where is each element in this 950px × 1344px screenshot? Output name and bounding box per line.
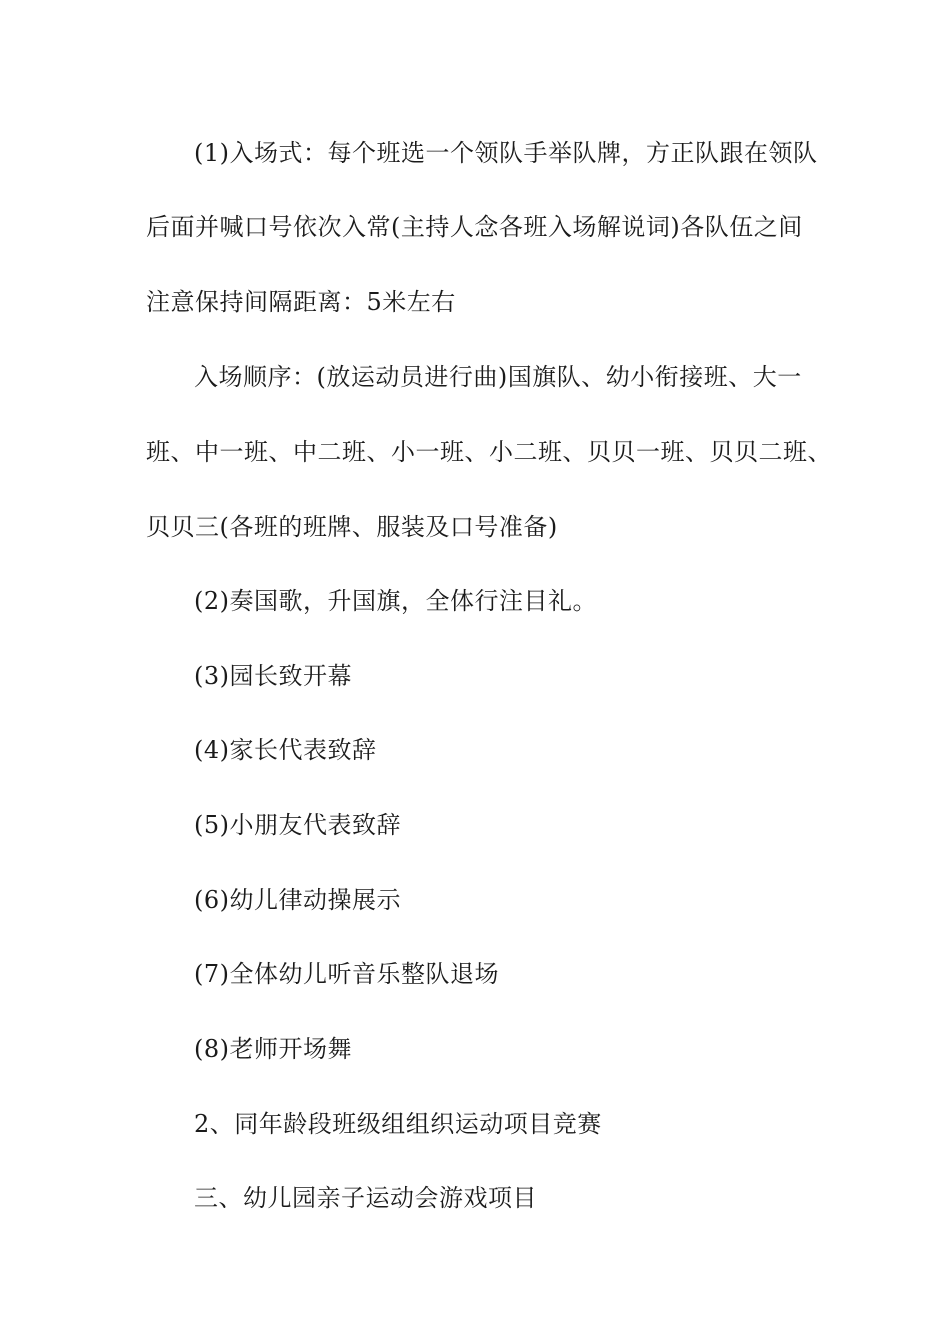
paragraph-line: 2、同年龄段班级组组织运动项目竞赛: [194, 1110, 602, 1138]
paragraph-line: (5)小朋友代表致辞: [194, 811, 401, 839]
paragraph-line: 班、中一班、中二班、小一班、小二班、贝贝一班、贝贝二班、: [146, 438, 832, 466]
paragraph-line: 贝贝三(各班的班牌、服装及口号准备): [146, 513, 558, 541]
paragraph-line: 入场顺序：(放运动员进行曲)国旗队、幼小衔接班、大一: [194, 363, 802, 391]
paragraph-line: (4)家长代表致辞: [194, 736, 377, 764]
paragraph-line: (7)全体幼儿听音乐整队退场: [194, 960, 499, 988]
paragraph-line: (6)幼儿律动操展示: [194, 886, 401, 914]
paragraph-line: (3)园长致开幕: [194, 662, 352, 690]
paragraph-line: (8)老师开场舞: [194, 1035, 352, 1063]
paragraph-line: (1)入场式：每个班选一个领队手举队牌，方正队跟在领队: [194, 139, 818, 167]
paragraph-line: 三、幼儿园亲子运动会游戏项目: [194, 1184, 537, 1212]
paragraph-line: 后面并喊口号依次入常(主持人念各班入场解说词)各队伍之间: [146, 213, 803, 241]
paragraph-line: (2)奏国歌，升国旗，全体行注目礼。: [194, 587, 597, 615]
paragraph-line: 注意保持间隔距离：5米左右: [146, 288, 456, 316]
